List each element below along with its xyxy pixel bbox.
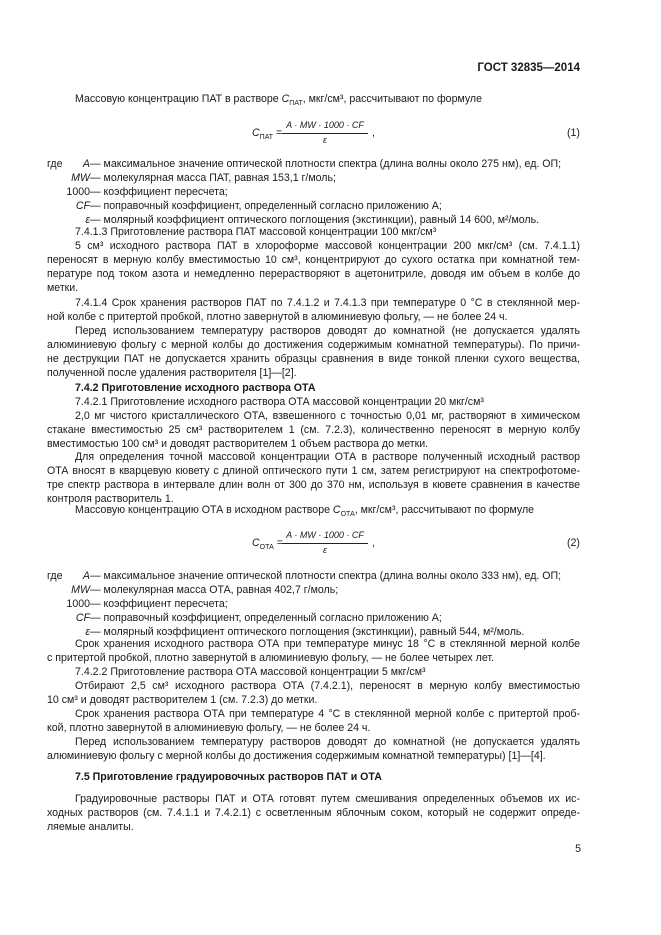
paragraph-before-use-1-line: алюминиевую фольгу с мерной колбы до достижения содержимым комнатной температуры). По причи- (47, 339, 580, 351)
formula-2-numerator: A · MW · 1000 · CF (286, 530, 364, 540)
paragraph-7-4-2-2-line: Отбирают 2,5 см³ исходного раствора ОТА (7.4.2.1), переносят в мерную колбу вместимостью (75, 680, 580, 692)
legend-2-symbol: A (82, 570, 90, 582)
symbol-subscript: ОТА (340, 511, 355, 519)
symbol-subscript: ПАТ (289, 100, 303, 108)
intro-formula-1: Массовую концентрацию ПАТ в растворе $C_{ПАТ}$, мкг/см³, рассчитывают по формуле (75, 93, 483, 108)
paragraph-before-use-2-line: алюминиевую фольгу с мерной колбы до достижения содержимым комнатной температуры) [1]—[4]. (47, 750, 546, 762)
legend-2-definition: — поправочный коэффициент, определенный согласно приложению А; (90, 612, 442, 624)
section-7-5: 7.5 Приготовление градуировочных растворов ПАТ и ОТА (75, 771, 382, 783)
paragraph-7-4-1-4-line: ной колбе с притертой пробкой, плотно завернутой в алюминиевую фольгу, — не более 24 ч. (47, 311, 508, 323)
symbol-subscript: ОТА (259, 544, 274, 552)
legend-1-symbol: MW (71, 172, 90, 184)
paragraph-7-4-2-1-line: 2,0 мг чистого кристаллического ОТА, взвешенного с точностью 0,01 мг, растворяют в химическом (75, 410, 580, 422)
symbol-c: C (281, 93, 290, 105)
symbol-c: C (332, 504, 341, 516)
legend-1-symbol: CF (75, 200, 90, 212)
paragraph-storage-ota-2-line: Срок хранения раствора ОТА при температуре 4 °С в стеклянной мерной колбе с притертой проб- (75, 708, 580, 720)
equals-sign: = (273, 537, 283, 549)
legend-2-where-word: где (47, 570, 63, 582)
paragraph-7-4-1-3-line: пературе под током азота и немедленно перерастворяют в ацетонитриле, доводя им объем в колбе до (47, 268, 580, 280)
page-number: 5 (575, 843, 581, 855)
legend-1-definition: — молекулярная масса ПАТ, равная 153,1 г/моль; (90, 172, 336, 184)
paragraph-determination-line: Для определения точной массовой концентрации ОТА в растворе полученный исходный раствор (75, 451, 580, 463)
legend-1-where-word: где (47, 158, 63, 170)
formula-2-denominator: ε (323, 545, 327, 555)
paragraph-7-5-line: Градуировочные растворы ПАТ и ОТА готовят путем смешивания определенных объемов их ис- (75, 793, 580, 805)
paragraph-storage-ota-2-line: кой, плотно завернутой в алюминиевую фольгу, — не более 24 ч. (47, 722, 371, 734)
legend-1-symbol: ε (85, 214, 90, 226)
legend-2-symbol: 1000 (66, 598, 90, 610)
legend-2-symbol: CF (75, 612, 90, 624)
formula-1-lhs (252, 127, 283, 142)
formula-2-fraction-bar (282, 543, 368, 544)
legend-1-symbol: 1000 (66, 186, 90, 198)
document-id: ГОСТ 32835—2014 (477, 62, 580, 74)
paragraph-7-5-line: ходных растворов (см. 7.4.1.1 и 7.4.2.1) с осветленным яблочным соком, который не содержит опреде- (47, 807, 580, 819)
legend-1-definition: — максимальное значение оптической плотности спектра (длина волны около 275 нм), ед. ОП; (90, 158, 562, 170)
legend-2-symbol: ε (85, 626, 90, 638)
subsection-7-4-2: 7.4.2 Приготовление исходного раствора ОТА (75, 382, 316, 394)
formula-1-fraction-bar (282, 133, 368, 134)
formula-1-comma: , (372, 127, 375, 139)
paragraph-before-use-1-line: Перед использованием температуру растворов доводят до комнатной (не допускается удалять (75, 325, 580, 337)
paragraph-7-4-1-4-line: 7.4.1.4 Срок хранения растворов ПАТ по 7.4.1.2 и 7.4.1.3 при температуре 0 °С в стеклянной мер- (75, 297, 580, 309)
paragraph-7-4-2-1-line: стакане вместимостью 25 см³ растворителем 1 (см. 7.2.3), количественно переносят в мерную колбу (47, 424, 580, 436)
formula-1-number: (1) (567, 127, 580, 139)
formula-2-number: (2) (567, 537, 580, 549)
subsection-7-4-2-1: 7.4.2.1 Приготовление исходного раствора ОТА массовой концентрации 20 мкг/см³ (75, 396, 484, 408)
paragraph-before-use-1-line: не деструкции ПАТ не допускается хранить образцы сравнения в виде тонкой пленки сухого вещества, (47, 353, 580, 365)
legend-1-symbol: A (82, 158, 90, 170)
legend-2-definition: — максимальное значение оптической плотности спектра (длина волны около 333 нм), ед. ОП; (90, 570, 562, 582)
legend-2-symbol: MW (71, 584, 90, 596)
paragraph-determination-line: контроля растворитель 1. (47, 493, 174, 505)
paragraph-storage-ota-line: с притертой пробкой, плотно завернутой в алюминиевую фольгу, — не более четырех лет. (47, 652, 494, 664)
paragraph-before-use-1-line: полученной после удаления растворителя [1]—[2]. (47, 367, 297, 379)
symbol-c: C (252, 537, 260, 549)
formula-2-comma: , (372, 537, 375, 549)
formula-2-lhs (252, 537, 283, 552)
paragraph-7-4-2-1-line: вместимостью 100 см³ и доводят растворителем 1 объем раствора до метки. (47, 438, 429, 450)
equals-sign: = (273, 127, 283, 139)
paragraph-before-use-2-line: Перед использованием температуру растворов доводят до комнатной (не допускается удалять (75, 736, 580, 748)
paragraph-7-4-1-3-line: 5 см³ исходного раствора ПАТ в хлороформе массовой концентрации 200 мкг/см³ (см. 7.4.1.1) (75, 240, 580, 252)
legend-1-definition: — поправочный коэффициент, определенный согласно приложению А; (90, 200, 442, 212)
formula-1-numerator: A · MW · 1000 · CF (286, 120, 364, 130)
intro-formula-2: Массовую концентрацию ОТА в исходном растворе $C_{ОТА}$, мкг/см³, рассчитывают по формуле (75, 504, 535, 519)
symbol-subscript: ПАТ (259, 134, 274, 142)
paragraph-7-4-1-3-line: переносят в мерную колбу вместимостью 10 см³, концентрируют до сухого остатка при комнатной тем- (47, 254, 580, 266)
legend-2-definition: — молярный коэффициент оптического поглощения (экстинкции), равный 544, м²/моль. (90, 626, 525, 638)
legend-1-definition: — молярный коэффициент оптического поглощения (экстинкции), равный 14 600, м²/моль. (90, 214, 540, 226)
paragraph-determination-line: тре спектр раствора в интервале длин волн от 300 до 370 нм, используя в кювете сравнения в качестве (47, 479, 580, 491)
paragraph-determination-line: ОТА вносят в кварцевую кювету с длиной оптического пути 1 см, затем регистрируют на спектрофотоме- (47, 465, 580, 477)
paragraph-7-4-2-2-line: 10 см³ и доводят растворителем 1 (см. 7.2.3) до метки. (47, 694, 318, 706)
legend-2-definition: — коэффициент пересчета; (90, 598, 228, 610)
symbol-c: C (252, 127, 260, 139)
paragraph-7-4-1-3-line: метки. (47, 282, 79, 294)
subsection-7-4-1-3: 7.4.1.3 Приготовление раствора ПАТ массовой концентрации 100 мкг/см³ (75, 226, 437, 238)
legend-2-definition: — молекулярная масса ОТА, равная 402,7 г/моль; (90, 584, 339, 596)
formula-1-denominator: ε (323, 135, 327, 145)
paragraph-7-5-line: ляемые аналиты. (47, 821, 134, 833)
subsection-7-4-2-2: 7.4.2.2 Приготовление раствора ОТА массовой концентрации 5 мкг/см³ (75, 666, 426, 678)
legend-1-definition: — коэффициент пересчета; (90, 186, 228, 198)
paragraph-storage-ota-line: Срок хранения исходного раствора ОТА при температуре минус 18 °С в стеклянной мерной колбе (75, 638, 580, 650)
